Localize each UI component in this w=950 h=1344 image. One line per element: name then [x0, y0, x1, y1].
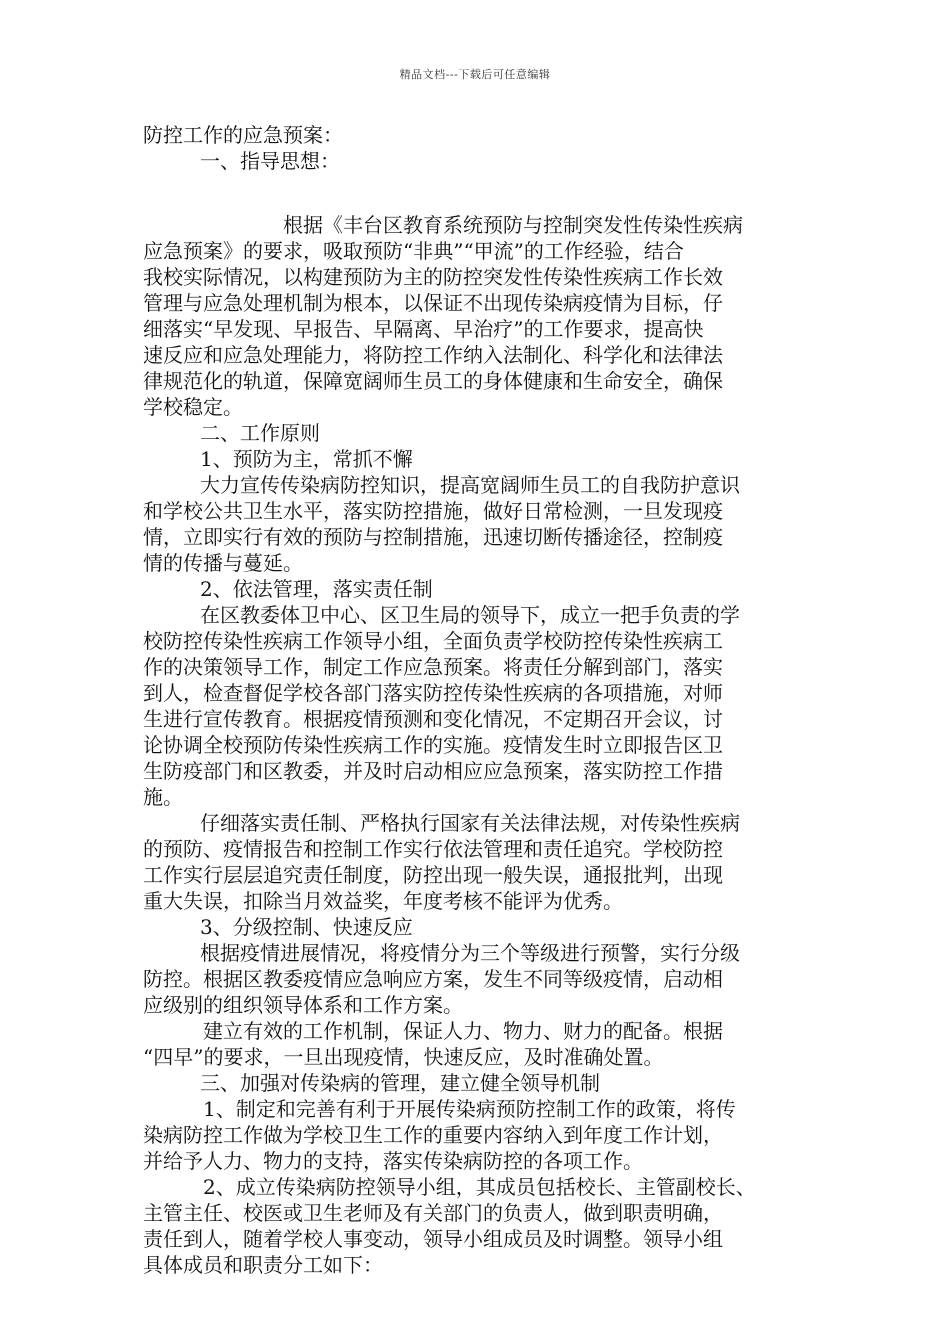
- paragraph-line: 的预防、疫情报告和控制工作实行依法管理和责任追究。学校防控: [143, 837, 723, 861]
- paragraph-line: 主管主任、校医或卫生老师及有关部门的负责人，做到职责明确，: [143, 1201, 723, 1225]
- document-body: [143, 122, 808, 1278]
- paragraph-line: 染病防控工作做为学校卫生工作的重要内容纳入到年度工作计划，: [143, 1123, 723, 1147]
- paragraph-line: 生进行宣传教育。根据疫情预测和变化情况，不定期召开会议，讨: [143, 707, 723, 731]
- paragraph-line: 重大失误，扣除当月效益奖，年度考核不能评为优秀。: [143, 889, 623, 913]
- subsection-heading: 2、依法管理，落实责任制: [200, 577, 433, 601]
- paragraph-line: 并给予人力、物力的支持，落实传染病防控的各项工作。: [143, 1149, 643, 1173]
- paragraph-line: 我校实际情况，以构建预防为主的防控突发性传染性疾病工作长效: [143, 265, 723, 289]
- paragraph-line: 校防控传染性疾病工作领导小组，全面负责学校防控传染性疾病工: [143, 629, 723, 653]
- paragraph-line: 1、制定和完善有利于开展传染病预防控制工作的政策，将传: [203, 1097, 736, 1121]
- paragraph-line: 作的决策领导工作，制定工作应急预案。将责任分解到部门，落实: [143, 655, 723, 679]
- paragraph-line: 建立有效的工作机制，保证人力、物力、财力的配备。根据: [203, 1019, 723, 1043]
- paragraph-line: 仔细落实责任制、严格执行国家有关法律法规，对传染性疾病: [200, 811, 740, 835]
- paragraph-line: 论协调全校预防传染性疾病工作的实施。疫情发生时立即报告区卫: [143, 733, 723, 757]
- paragraph-line: 责任到人，随着学校人事变动，领导小组成员及时调整。领导小组: [143, 1227, 723, 1251]
- subsection-heading: 1、预防为主，常抓不懈: [200, 447, 413, 471]
- paragraph-line: 管理与应急处理机制为根本，以保证不出现传染病疫情为目标，仔: [143, 291, 723, 315]
- paragraph-line: 在区教委体卫中心、区卫生局的领导下，成立一把手负责的学: [200, 603, 740, 627]
- paragraph-line: 具体成员和职责分工如下：: [143, 1253, 383, 1277]
- paragraph-line: 和学校公共卫生水平，落实防控措施，做好日常检测，一旦发现疫: [143, 499, 723, 523]
- document-title: 防控工作的应急预案：: [143, 123, 343, 147]
- paragraph-line: 施。: [143, 785, 183, 809]
- paragraph-line: 细落实“早发现、早报告、早隔离、早治疗”的工作要求，提高快: [143, 317, 704, 341]
- paragraph-line: 应急预案》的要求，吸取预防“非典”“甲流”的工作经验，结合: [143, 239, 684, 263]
- paragraph-line: “四早”的要求，一旦出现疫情，快速反应，及时准确处置。: [143, 1045, 664, 1069]
- page-header: 精品文档---下载后可任意编辑: [399, 68, 551, 81]
- paragraph-line: 2、成立传染病防控领导小组，其成员包括校长、主管副校长、: [203, 1175, 756, 1199]
- section-heading: 三、加强对传染病的管理，建立健全领导机制: [200, 1071, 600, 1095]
- subsection-heading: 3、分级控制、快速反应: [200, 915, 413, 939]
- paragraph-line: 应级别的组织领导体系和工作方案。: [143, 993, 463, 1017]
- paragraph-line: 根据疫情进展情况，将疫情分为三个等级进行预警，实行分级: [200, 941, 740, 965]
- paragraph-line: 到人，检查督促学校各部门落实防控传染性疾病的各项措施，对师: [143, 681, 723, 705]
- paragraph-line: 速反应和应急处理能力，将防控工作纳入法制化、科学化和法律法: [143, 343, 723, 367]
- paragraph-line: 生防疫部门和区教委，并及时启动相应应急预案，落实防控工作措: [143, 759, 723, 783]
- section-heading: 二、工作原则: [200, 421, 320, 445]
- section-heading: 一、指导思想：: [200, 149, 340, 173]
- blank-line: [143, 174, 808, 200]
- paragraph-line: 防控。根据区教委疫情应急响应方案，发生不同等级疫情，启动相: [143, 967, 723, 991]
- paragraph-line: 情，立即实行有效的预防与控制措施，迅速切断传播途径，控制疫: [143, 525, 723, 549]
- paragraph-line: 工作实行层层追究责任制度，防控出现一般失误，通报批判，出现: [143, 863, 723, 887]
- paragraph-line: 律规范化的轨道，保障宽阔师生员工的身体健康和生命安全，确保: [143, 369, 723, 393]
- paragraph-line: 大力宣传传染病防控知识，提高宽阔师生员工的自我防护意识: [200, 473, 740, 497]
- paragraph-line: 根据《丰台区教育系统预防与控制突发性传染性疾病: [283, 213, 743, 237]
- paragraph-line: 情的传播与蔓延。: [143, 551, 303, 575]
- paragraph-line: 学校稳定。: [143, 395, 243, 419]
